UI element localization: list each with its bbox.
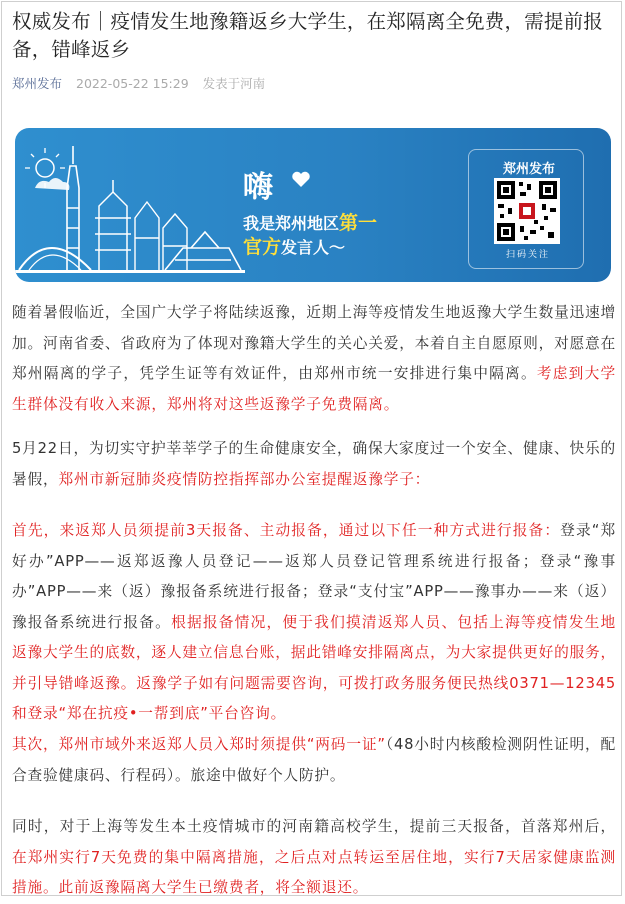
qr-caption: 扫码关注 [505, 250, 550, 260]
qr-code-icon[interactable] [494, 178, 560, 244]
paragraph-4: 其次，郑州市域外来返郑人员入郑时须提供“两码一证”（48小时内核酸检测阴性证明，配合查验健康码、行程码）。旅途中做好个人防护。 [12, 736, 616, 784]
banner-line-1: 我是郑州地区第一 [243, 212, 378, 234]
heart-icon [291, 170, 311, 188]
paragraph-3: 首先，来返郑人员须提前3天报备、主动报备，通过以下任一种方式进行报备：登录“郑好办”APP——返郑返豫人员登记——返郑人员登记管理系统进行报备；登录“豫事办”APP——来（返）豫报备系统进行报备；登录“支付宝”APP——豫事办——来（返）豫报备系统进行报备。根据报备情况，便于我们摸清返郑人员、包括上海等疫情发生地返豫大学生的底数，逐人建立信息台账，据此错峰安排隔离点，为大家提供更好的服务，并引导错峰返豫。返豫学子如有问题需要咨询，可拨打政务服务便民热线0371—12345和登录“郑在抗疫•一帮到底”平台咨询。 [12, 522, 617, 722]
article-frame [1, 1, 622, 896]
article-title: 权威发布｜疫情发生地豫籍返乡大学生，在郑隔离全免费，需提前报备，错峰返乡 [12, 10, 604, 61]
banner-line-2: 官方发言人～ [243, 236, 346, 258]
banner-image [15, 128, 611, 282]
paragraph-5: 同时，对于上海等发生本土疫情城市的河南籍高校学生，提前三天报备，首落郑州后，在郑州实行7天免费的集中隔离措施，之后点对点转运至居住地，实行7天居家健康监测措施。此前返豫隔离大学生已缴费者，将全额退还。 [12, 818, 616, 896]
paragraph-1: 随着暑假临近，全国广大学子将陆续返豫，近期上海等疫情发生地返豫大学生数量迅速增加。河南省委、省政府为了体现对豫籍大学生的关心关爱，本着自主自愿原则，对愿意在郑州隔离的学子，凭学生证等有效证件，由郑州市统一安排进行集中隔离。考虑到大学生群体没有收入来源，郑州将对这些返豫学子免费隔离。 [12, 304, 617, 413]
publish-location: 发表于河南 [202, 76, 266, 91]
article-meta [12, 74, 265, 92]
banner-greeting: 嗨 [243, 170, 274, 205]
publish-date: 2022-05-22 15:29 [76, 76, 189, 91]
paragraph-2: 5月22日，为切实守护莘莘学子的生命健康安全，确保大家度过一个安全、健康、快乐的暑假，郑州市新冠肺炎疫情防控指挥部办公室提醒返豫学子： [12, 440, 616, 488]
author-link[interactable]: 郑州发布 [12, 76, 63, 91]
qr-logo: 郑州发布 [503, 162, 556, 177]
